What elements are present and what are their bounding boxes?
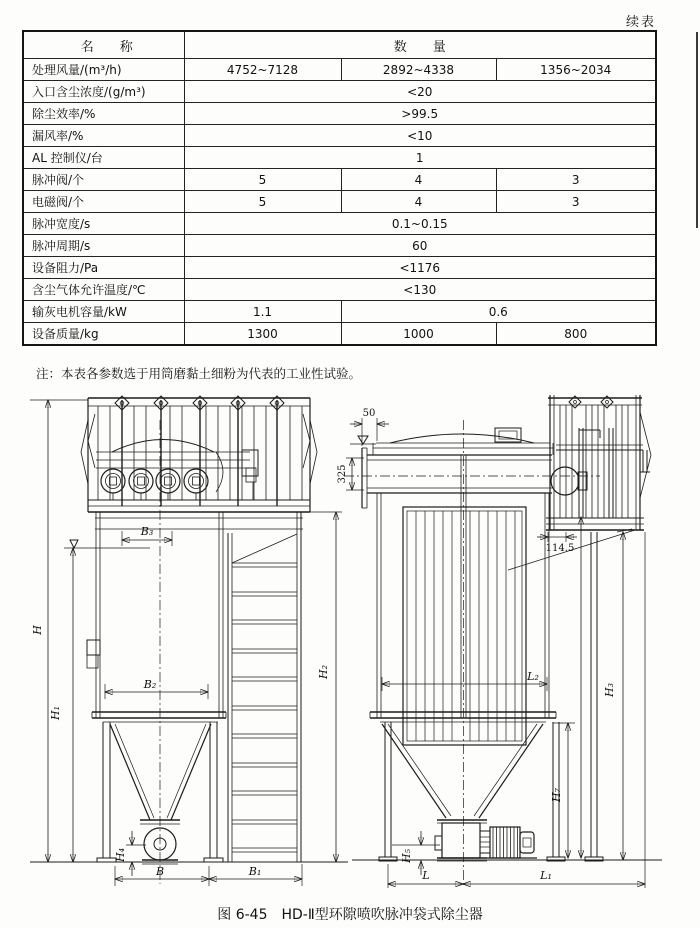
table-row xyxy=(23,279,656,301)
row-label: 含尘气体允许温度/℃ xyxy=(23,279,184,301)
row-label: 设备阻力/Pa xyxy=(23,257,184,279)
front-casing xyxy=(87,512,303,718)
dim-label-50: 50 xyxy=(362,408,376,419)
dim-label-l1: L₁ xyxy=(540,869,552,882)
dim-label-325: 325 xyxy=(337,464,348,484)
dim-label-b: B xyxy=(155,865,165,878)
row-label: 漏风率/% xyxy=(23,125,184,147)
front-railing xyxy=(81,396,317,512)
cell: 1300 xyxy=(184,323,341,346)
cell: 5 xyxy=(184,169,341,191)
cell: 1000 xyxy=(341,323,496,346)
row-label: 入口含尘浓度/(g/m³) xyxy=(23,81,184,103)
cell-merged: 1 xyxy=(184,147,656,169)
table-header-row xyxy=(23,31,656,59)
cell-merged: <20 xyxy=(184,81,656,103)
front-view xyxy=(81,396,317,884)
cell-merged: <130 xyxy=(184,279,656,301)
table-row xyxy=(23,169,656,191)
cell-merged: <1176 xyxy=(184,257,656,279)
spec-table xyxy=(22,30,657,346)
side-view xyxy=(344,395,651,888)
table-row xyxy=(23,301,656,323)
side-legs xyxy=(379,532,603,861)
scan-edge-artifact xyxy=(696,32,698,228)
dim-label-l2: L₂ xyxy=(527,670,539,683)
table-row xyxy=(23,81,656,103)
stairs xyxy=(228,512,301,862)
cell: 800 xyxy=(496,323,656,346)
side-hopper xyxy=(380,722,546,818)
cell-merged: >99.5 xyxy=(184,103,656,125)
dim-label-h3: H₃ xyxy=(603,682,616,698)
cell: 4 xyxy=(341,169,496,191)
cell: 4 xyxy=(341,191,496,213)
col-header-name: 名 称 xyxy=(23,31,184,59)
cell: 1356~2034 xyxy=(496,59,656,81)
cell: 3 xyxy=(496,169,656,191)
dim-label-b3: B₃ xyxy=(140,525,154,538)
row-label: 除尘效率/% xyxy=(23,103,184,125)
side-rotary-valve-motor xyxy=(435,820,537,861)
cell: 3 xyxy=(496,191,656,213)
inlet-duct xyxy=(362,448,552,508)
table-row xyxy=(23,323,656,346)
dim-label-h1: H₁ xyxy=(49,705,62,721)
row-label: 脉冲宽度/s xyxy=(23,213,184,235)
table-row xyxy=(23,103,656,125)
cell: 1.1 xyxy=(184,301,341,323)
row-label: 设备质量/kg xyxy=(23,323,184,346)
row-label: 脉冲周期/s xyxy=(23,235,184,257)
row-label: 脉冲阀/个 xyxy=(23,169,184,191)
dim-label-h7: H₇ xyxy=(550,787,563,803)
cell: 2892~4338 xyxy=(341,59,496,81)
row-label: 处理风量/(m³/h) xyxy=(23,59,184,81)
dim-label-114-5: 114.5 xyxy=(545,543,575,554)
cell: 4752~7128 xyxy=(184,59,341,81)
cell: 5 xyxy=(184,191,341,213)
continued-table-label: 续表 xyxy=(626,15,657,30)
row-label: 电磁阀/个 xyxy=(23,191,184,213)
table-row xyxy=(23,235,656,257)
dust-collector-drawing xyxy=(0,388,700,900)
dim-label-h5: H₅ xyxy=(400,848,413,864)
side-platform xyxy=(508,395,651,570)
pulse-valves xyxy=(101,469,208,500)
col-header-quantity: 数 量 xyxy=(184,31,656,59)
dim-label-h4: H₄ xyxy=(114,847,127,863)
table-row xyxy=(23,147,656,169)
dim-label-h2: H₂ xyxy=(317,664,330,680)
side-roof xyxy=(373,428,553,455)
dim-label-b2: B₂ xyxy=(143,678,157,691)
table-row xyxy=(23,191,656,213)
dim-label-l: L xyxy=(422,869,430,882)
table-row xyxy=(23,59,656,81)
figure-caption: 图 6-45 HD-Ⅱ型环隙喷吹脉冲袋式除尘器 xyxy=(217,907,483,923)
dim-label-b1: B₁ xyxy=(248,865,262,878)
filter-bags xyxy=(403,507,526,745)
dim-label-h: H xyxy=(31,625,44,635)
table-row xyxy=(23,213,656,235)
cell-merged: 0.1~0.15 xyxy=(184,213,656,235)
front-hopper xyxy=(103,722,218,820)
cell-merged: <10 xyxy=(184,125,656,147)
table-row xyxy=(23,125,656,147)
row-label: AL 控制仪/台 xyxy=(23,147,184,169)
cell-merged: 0.6 xyxy=(341,301,656,323)
row-label: 输灰电机容量/kW xyxy=(23,301,184,323)
cell-merged: 60 xyxy=(184,235,656,257)
table-row xyxy=(23,257,656,279)
table-note: 注：本表各参数选于用筒磨黏土细粉为代表的工业性试验。 xyxy=(36,366,362,381)
